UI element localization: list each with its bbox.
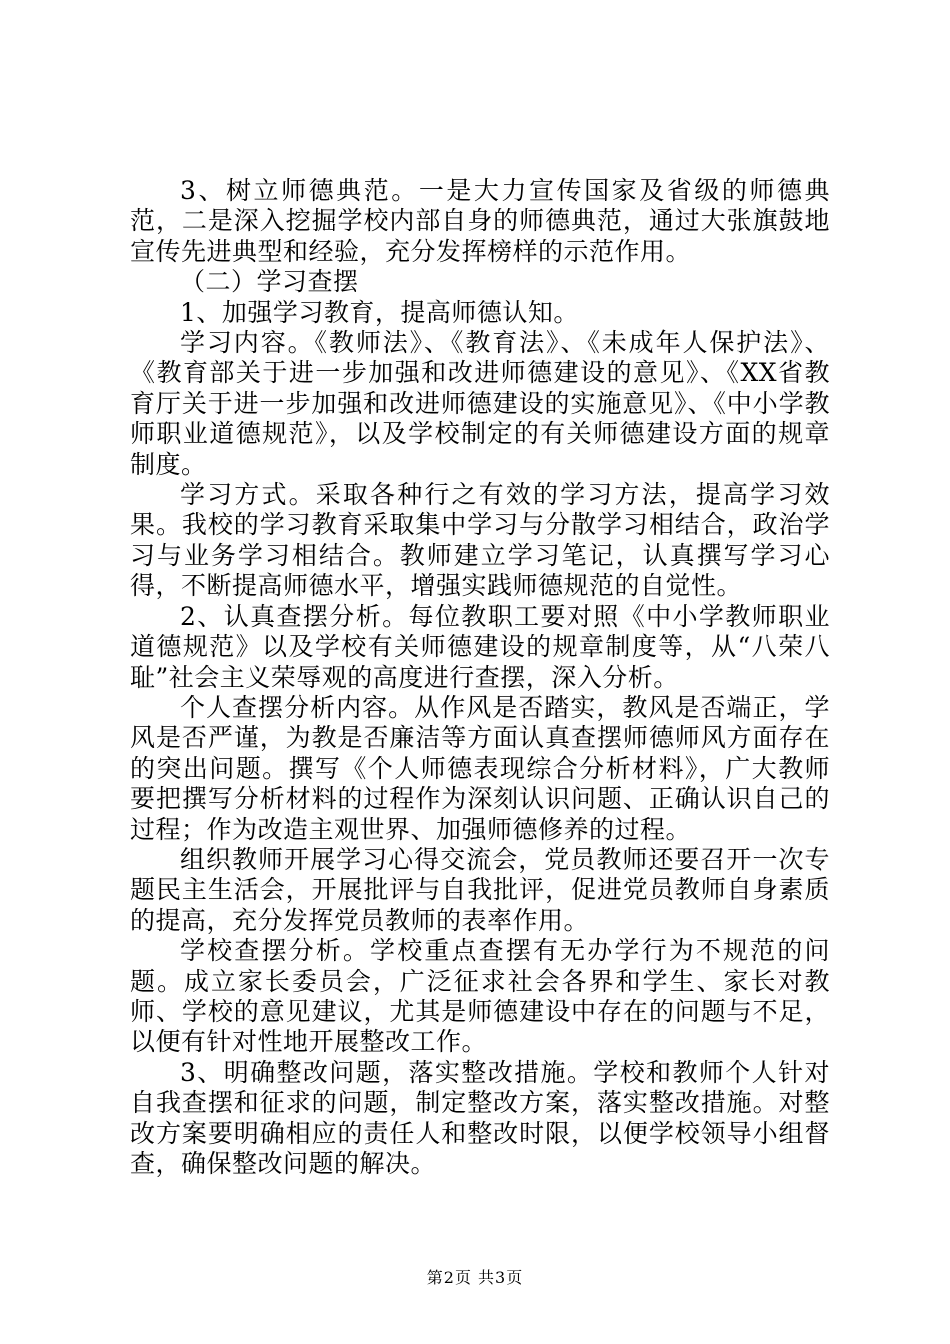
paragraph-set-example-models: 3、树立师德典范。一是大力宣传国家及省级的师德典范，二是深入挖掘学校内部自身的师德典范，通过大张旗鼓地宣传先进典型和经验，充分发挥榜样的示范作用。 [130,176,830,266]
section-heading-study-review: （二）学习查摆 [180,267,359,297]
paragraph-exchange-meeting: 组织教师开展学习心得交流会，党员教师还要召开一次专题民主生活会，开展批评与自我批评，促进党员教师自身素质的提高，充分发挥党员教师的表率作用。 [130,844,830,935]
paragraph-review-analysis: 2、认真查摆分析。每位教职工要对照《中小学教师职业道德规范》以及学校有关师德建设的规章制度等，从“八荣八耻”社会主义荣辱观的高度进行查摆，深入分析。 [130,601,830,692]
paragraph-school-review: 学校查摆分析。学校重点查摆有无办学行为不规范的问题。成立家长委员会，广泛征求社会各界和学生、家长对教师、学校的意见建议，尤其是师德建设中存在的问题与不足，以便有针对性地开展整改工作。 [130,936,830,1057]
page-number-footer: 第2页 共3页 [426,1268,524,1287]
paragraph-strengthen-study: 1、加强学习教育，提高师德认知。 [180,297,579,327]
document-body [130,176,830,1179]
paragraph-study-method: 学习方式。采取各种行之有效的学习方法，提高学习效果。我校的学习教育采取集中学习与分散学习相结合，政治学习与业务学习相结合。教师建立学习笔记，认真撰写学习心得，不断提高师德水平，增强实践师德规范的自觉性。 [130,480,830,601]
paragraph-rectification: 3、明确整改问题，落实整改措施。学校和教师个人针对自我查摆和征求的问题，制定整改方案，落实整改措施。对整改方案要明确相应的责任人和整改时限，以便学校领导小组督查，确保整改问题的解决。 [130,1057,830,1178]
paragraph-study-content: 学习内容。《教师法》、《教育法》、《未成年人保护法》、《教育部关于进一步加强和改进师德建设的意见》、《XX省教育厅关于进一步加强和改进师德建设的实施意见》、《中小学教师职业道德规范》，以及学校制定的有关师德建设方面的规章制度。 [130,328,830,479]
paragraph-personal-review: 个人查摆分析内容。从作风是否踏实，教风是否端正，学风是否严谨，为教是否廉洁等方面认真查摆师德师风方面存在的突出问题。撰写《个人师德表现综合分析材料》，广大教师要把撰写分析材料的过程作为深刻认识问题、正确认识自己的过程；作为改造主观世界、加强师德修养的过程。 [130,692,830,844]
